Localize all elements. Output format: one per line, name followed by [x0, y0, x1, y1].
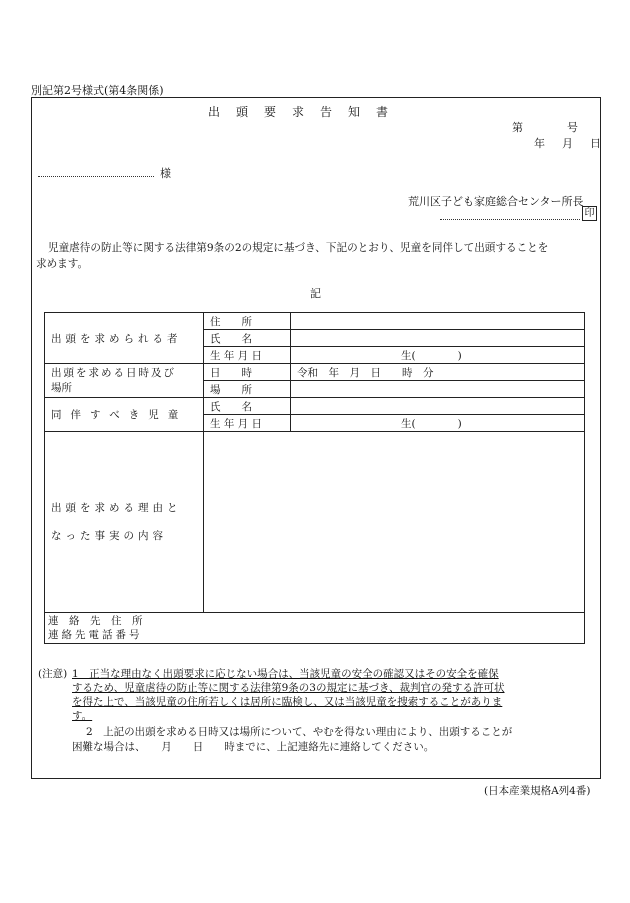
note2-line2: 困難な場合は、 月 日 時までに、上記連絡先に連絡してください。 — [72, 741, 435, 753]
reason-field[interactable] — [204, 432, 585, 613]
table-row — [45, 613, 585, 644]
issuer-name: 荒川区子ども家庭総合センター所長 — [408, 195, 584, 208]
place-field[interactable] — [291, 381, 585, 398]
child-name-label: 氏 名 — [204, 398, 291, 415]
dob-label: 生 年 月 日 — [204, 347, 291, 364]
datetime-label: 日 時 — [204, 364, 291, 381]
section-datetime-label-line2: 場所 — [51, 381, 72, 394]
reason-label-line1: 出頭を求める理由と — [51, 502, 182, 514]
note1-line1: 1 正当な理由なく出頭要求に応じない場合は、当該児童の安全の確認又はその安全を確保 — [72, 668, 499, 680]
place-label: 場 所 — [204, 381, 291, 398]
issuer-signature-line — [440, 219, 580, 220]
form-label: 別記第2号様式(第4条関係) — [31, 84, 164, 97]
name-label: 氏 名 — [204, 330, 291, 347]
child-dob-label: 生 年 月 日 — [204, 415, 291, 432]
issue-date: 年 月 日 — [534, 137, 604, 150]
table-row — [45, 364, 585, 381]
note2-line1: 2 上記の出頭を求める日時又は場所について、やむを得ない理由により、出頭することが — [86, 726, 513, 738]
seal-mark: 印 — [582, 206, 597, 221]
datetime-field[interactable]: 令和 年 月 日 時 分 — [291, 364, 585, 381]
name-field[interactable] — [291, 330, 585, 347]
note1-line3: を得た上で、当該児童の住所若しくは居所に臨検し、又は当該児童を捜索することがありま — [72, 696, 503, 708]
address-field[interactable] — [291, 313, 585, 330]
section-accompanying-child: 同伴すべき児童 — [45, 398, 204, 432]
table-row — [45, 313, 585, 330]
ki-heading: 記 — [310, 287, 321, 300]
contact-phone-label: 連絡先電話番号 — [48, 629, 143, 641]
contact-address-label: 連 絡 先 住 所 — [48, 615, 143, 627]
document-number: 第 号 — [512, 121, 578, 134]
body-text-line2: 求めます。 — [36, 258, 89, 270]
child-dob-field[interactable]: 生( ) — [291, 415, 585, 432]
table-row — [45, 432, 585, 613]
address-label: 住 所 — [204, 313, 291, 330]
note1-line2: するため、児童虐待の防止等に関する法律第9条の3の規定に基づき、裁判官の発する許可状 — [72, 682, 505, 694]
summons-table — [44, 312, 585, 644]
section-summoned-person: 出頭を求められる者 — [45, 313, 204, 364]
notes-head: (注意) — [38, 668, 68, 680]
reason-label-line2: なった事実の内容 — [51, 530, 167, 542]
form-title: 出 頭 要 求 告 知 書 — [208, 105, 391, 119]
addressee-line — [38, 176, 154, 177]
addressee-suffix: 様 — [160, 167, 171, 180]
section-datetime-label-line1: 出頭を求める日時及び — [51, 366, 176, 379]
note1-line4: す。 — [72, 710, 93, 722]
footer-standard: (日本産業規格A列4番) — [484, 785, 591, 797]
body-text-line1: 児童虐待の防止等に関する法律第9条の2の規定に基づき、下記のとおり、児童を同伴して出頭することを — [48, 242, 549, 254]
child-name-field[interactable] — [291, 398, 585, 415]
section-datetime-place — [45, 364, 204, 398]
table-row — [45, 398, 585, 415]
dob-field[interactable]: 生( ) — [291, 347, 585, 364]
contact-info — [45, 613, 585, 644]
reason-label — [45, 432, 204, 613]
